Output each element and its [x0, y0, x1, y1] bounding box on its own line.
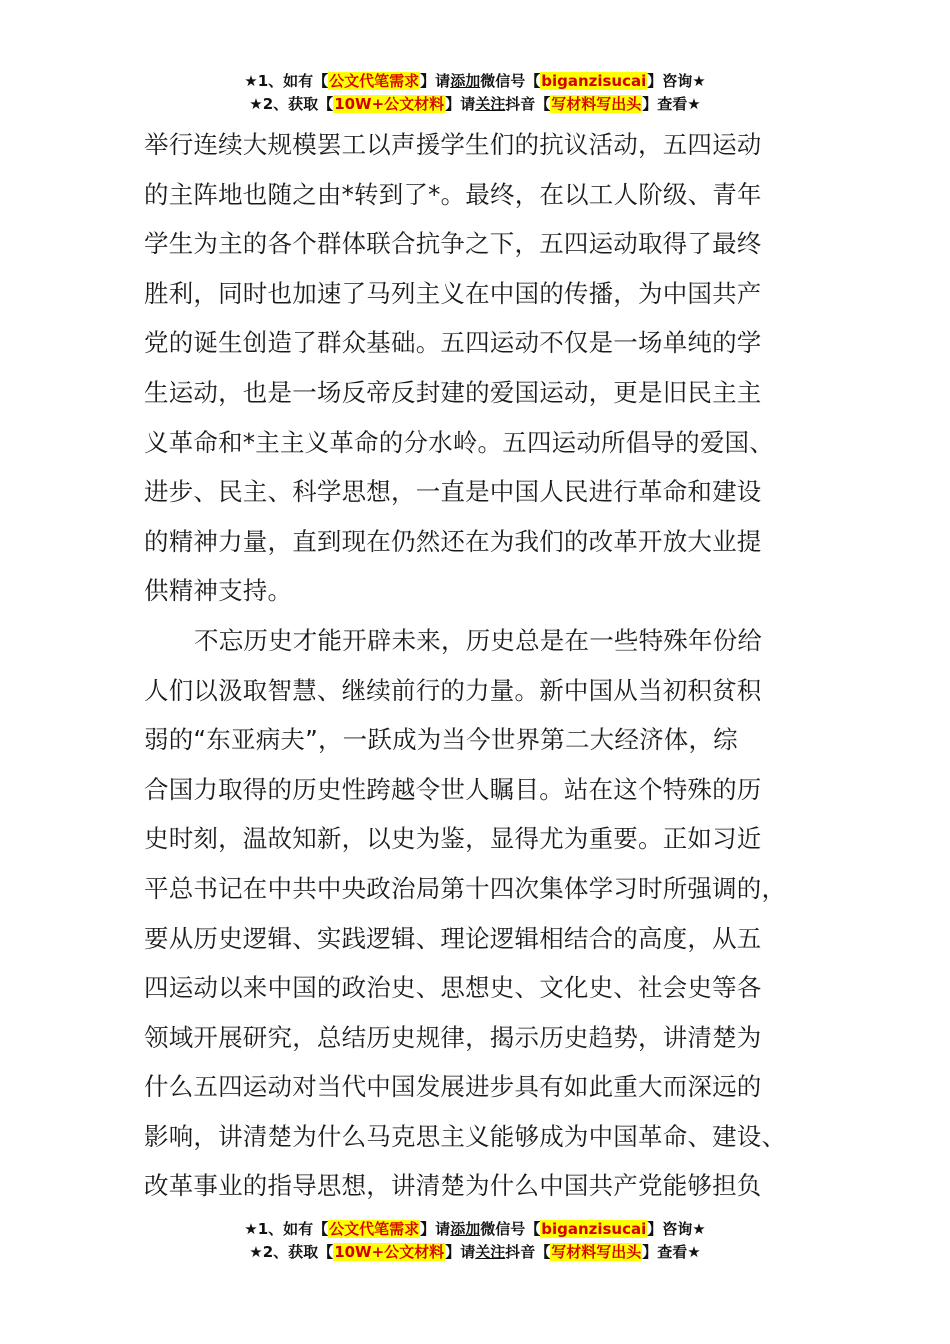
banner-underlined-text: 关注	[475, 1243, 506, 1261]
text-line: 弱的“东亚病夫”，一跃成为当今世界第二大经济体，综	[144, 725, 738, 755]
text-line: 四运动以来中国的政治史、思想史、文化史、社会史等各	[144, 973, 762, 1003]
text-line: 什么五四运动对当代中国发展进步具有如此重大而深远的	[144, 1072, 762, 1102]
text-line: 的主阵地也随之由*转到了*。最终，在以工人阶级、青年	[144, 179, 762, 209]
text-line: 合国力取得的历史性跨越令世人瞩目。站在这个特殊的历	[144, 774, 762, 804]
text-line: 学生为主的各个群体联合抗争之下，五四运动取得了最终	[144, 229, 762, 259]
banner-highlight: 公文代笔需求	[329, 72, 420, 90]
banner-highlight: 10W+公文材料	[334, 1243, 445, 1261]
banner-line-2: ★2、获取【10W+公文材料】请关注抖音【写材料写出头】查看★	[249, 1243, 701, 1261]
footer-banner	[0, 1218, 950, 1264]
banner-highlight: 公文代笔需求	[329, 1220, 420, 1238]
banner-line-1: ★1、如有【公文代笔需求】请添加微信号【biganzisucai】咨询★	[244, 72, 706, 90]
banner-highlight: 10W+公文材料	[334, 95, 445, 113]
banner-underlined-text: 关注	[475, 95, 506, 113]
banner-highlight: 写材料写出头	[551, 1243, 642, 1261]
text-line: 进步、民主、科学思想，一直是中国人民进行革命和建设	[144, 477, 762, 507]
text-line: 义革命和*主主义革命的分水岭。五四运动所倡导的爱国、	[144, 427, 774, 457]
paragraph-2	[144, 616, 809, 1211]
banner-highlight: 写材料写出头	[551, 95, 642, 113]
text-line: 平总书记在中共中央政治局第十四次集体学习时所强调的，	[144, 873, 787, 903]
text-line: 影响，讲清楚为什么马克思主义能够成为中国革命、建设、	[144, 1121, 787, 1151]
text-line: 胜利，同时也加速了马列主义在中国的传播，为中国共产	[144, 278, 762, 308]
text-line: 党的诞生创造了群众基础。五四运动不仅是一场单纯的学	[144, 328, 762, 358]
text-line: 领域开展研究，总结历史规律，揭示历史趋势，讲清楚为	[144, 1022, 762, 1052]
text-line: 供精神支持。	[144, 576, 293, 606]
banner-highlight: biganzisucai	[541, 72, 647, 90]
banner-line-2: ★2、获取【10W+公文材料】请关注抖音【写材料写出头】查看★	[249, 95, 701, 113]
header-banner	[0, 70, 950, 116]
text-line: 人们以汲取智慧、继续前行的力量。新中国从当初积贫积	[144, 675, 762, 705]
text-line: 要从历史逻辑、实践逻辑、理论逻辑相结合的高度，从五	[144, 923, 762, 953]
text-line: 举行连续大规模罢工以声援学生们的抗议活动，五四运动	[144, 130, 762, 159]
document-body	[144, 120, 809, 1211]
banner-line-1: ★1、如有【公文代笔需求】请添加微信号【biganzisucai】咨询★	[244, 1220, 706, 1238]
banner-underlined-text: 添加	[450, 1220, 481, 1238]
text-line: 史时刻，温故知新，以史为鉴，显得尤为重要。正如习近	[144, 824, 762, 854]
banner-highlight: biganzisucai	[541, 1220, 647, 1238]
banner-underlined-text: 添加	[450, 72, 481, 90]
text-line: 生运动，也是一场反帝反封建的爱国运动，更是旧民主主	[144, 377, 762, 407]
text-line: 改革事业的指导思想，讲清楚为什么中国共产党能够担负	[144, 1171, 762, 1201]
text-line: 不忘历史才能开辟未来，历史总是在一些特殊年份给	[194, 625, 763, 655]
paragraph-1	[144, 120, 809, 616]
text-line: 的精神力量，直到现在仍然还在为我们的改革开放大业提	[144, 526, 762, 556]
